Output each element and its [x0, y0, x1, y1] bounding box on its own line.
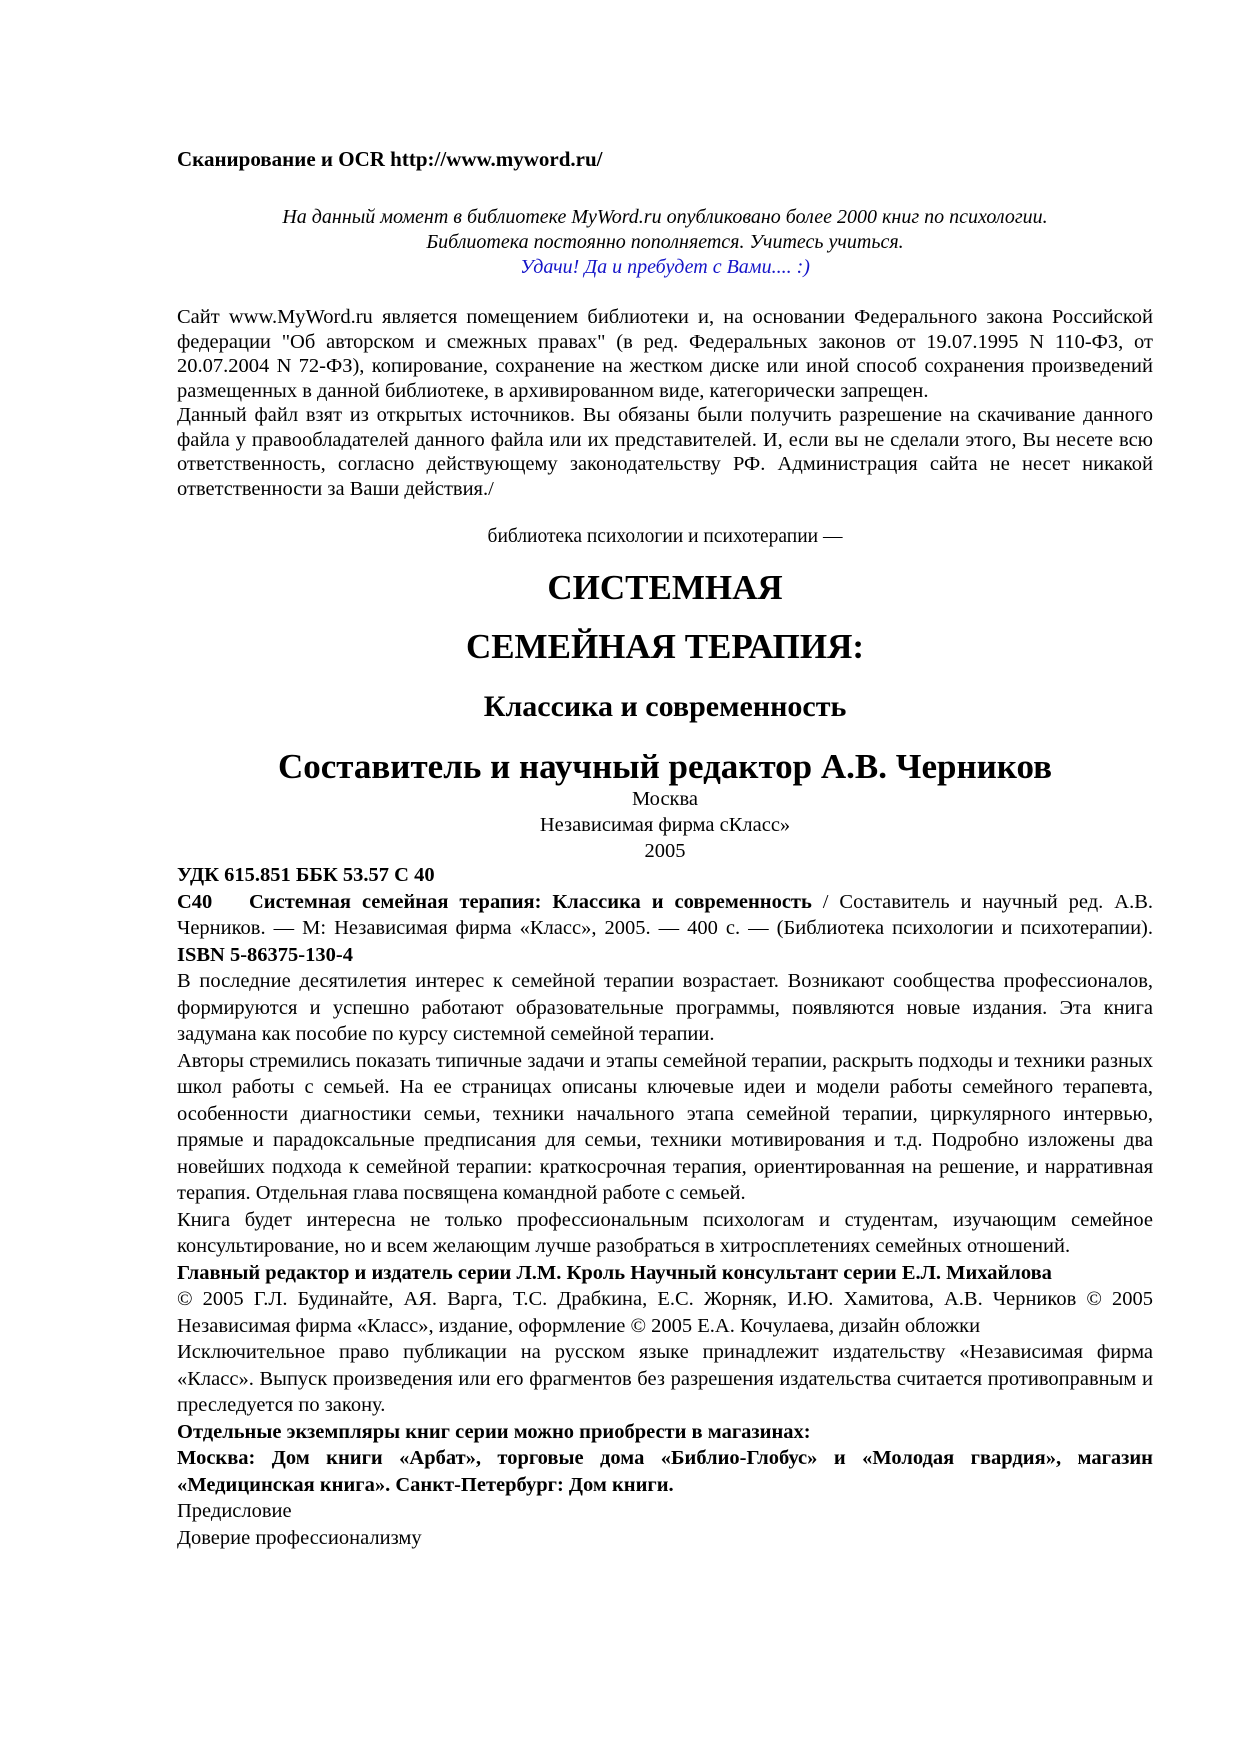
series-name: библиотека психологии и психотерапии — — [487, 526, 843, 547]
legal-paragraph-2: Данный файл взят из открытых источников. Вы обязаны были получить разрешение на скачивание данного файла у правообладателей данного файла или их представителей. И, если вы не сделали этого, Вы несете всю ответственность, согласно действующему законодательству РФ. Администрация сайта не несет никакой ответственности за Ваши действия./ — [177, 404, 1153, 500]
bibliographic-record — [177, 862, 1153, 1551]
toc-item-preface: Предисловие — [177, 1500, 292, 1522]
book-subtitle: Классика и современность — [483, 690, 847, 723]
scan-credit: Сканирование и OCR http://www.myword.ru/ — [177, 147, 603, 171]
abstract-paragraph-3: Книга будет интересна не только профессиональным психологам и студентам, изучающим семейное консультирование, но и всем желающим лучше разобраться в хитросплетениях семейных отношений. — [177, 1208, 1153, 1257]
legal-disclaimer — [177, 305, 1153, 501]
abstract-paragraph-1: В последние десятилетия интерес к семейной терапии возрастает. Возникают сообщества профессионалов, формируются и успешно работают образовательные программы, появляются новые издания. Эта книга задумана как пособие по курсу системной семейной терапии. — [177, 970, 1153, 1045]
toc-item-trust: Доверие профессионализму — [177, 1526, 422, 1549]
stores-heading: Отдельные экземпляры книг серии можно приобрести в магазинах: — [177, 1420, 811, 1443]
notice-line-1: На данный момент в библиотеке MyWord.ru опубликовано более 2000 книг по психологии. — [282, 206, 1048, 228]
isbn: ISBN 5-86375-130-4 — [177, 943, 353, 966]
imprint-publisher: Независимая фирма сКласс» — [539, 814, 791, 836]
imprint-city: Москва — [631, 788, 699, 810]
series-editors: Главный редактор и издатель серии Л.М. Кроль Научный консультант серии Е.Л. Михайлова — [177, 1261, 1052, 1284]
citation-details: / Составитель и научный ред. А.В. Черников. — М: Независимая фирма «Класс», 2005. — 400 с. — (Библиотека психологии и психотерапии). — [177, 890, 1153, 939]
rights-notice: Исключительное право публикации на русском языке принадлежит издательству «Независимая фирма «Класс». Выпуск произведения или его фрагментов без разрешения издательства считается противоправным и преследуется по закону. — [177, 1341, 1153, 1416]
book-title-line-2: СЕМЕЙНАЯ ТЕРАПИЯ: — [465, 627, 865, 666]
book-title-line-1: СИСТЕМНАЯ — [547, 568, 783, 607]
abstract-paragraph-2: Авторы стремились показать типичные задачи и этапы семейной терапии, раскрыть подходы и техники разных школ работы с семьей. На ее страницах описаны ключевые идеи и модели работы семейного терапевта, особенности диагностики семьи, техники начального этапа семейной терапии, циркулярного интервью, прямые и парадоксальные предписания для семьи, техники мотивирования и т.д. Подробно изложены два новейших подхода к семейной терапии: краткосрочная терапия, ориентированная на решение, и нарративная терапия. Отдельная глава посвящена командной работе с семьей. — [177, 1049, 1153, 1204]
citation — [177, 889, 1153, 969]
notice-line-2: Библиотека постоянно пополняется. Учитесь учиться. — [426, 231, 904, 253]
udk-line: УДК 615.851 ББК 53.57 С 40 — [177, 864, 435, 886]
copyright-notice: © 2005 Г.Л. Будинайте, АЯ. Варга, Т.С. Драбкина, Е.С. Жорняк, И.Ю. Хамитова, А.В. Черников © 2005 Независимая фирма «Класс», издание, оформление © 2005 Е.А. Кочулаева, дизайн обложки — [177, 1288, 1153, 1337]
catalog-code: С40 — [177, 890, 213, 913]
legal-paragraph-1: Сайт www.MyWord.ru является помещением библиотеки и, на основании Федерального закона Российской федерации "Об авторском и смежных правах" (в ред. Федеральных законов от 19.07.1995 N 110-ФЗ, от 20.07.2004 N 72-ФЗ), копирование, сохранение на жестком диске или иной способ сохранения произведений размещенных в данной библиотеке, в архивированном виде, категорически запрещен. — [177, 306, 1153, 402]
editor-credit: Составитель и научный редактор А.В. Черников — [277, 747, 1053, 786]
library-notice — [177, 205, 1153, 280]
imprint — [177, 786, 1153, 864]
citation-title: Системная семейная терапия: Классика и современность — [249, 890, 812, 913]
imprint-year: 2005 — [644, 840, 686, 862]
stores-list: Москва: Дом книги «Арбат», торговые дома «Библио-Глобус» и «Молодая гвардия», магазин «Медицинская книга». Санкт-Петербург: Дом книги. — [177, 1447, 1153, 1496]
notice-line-3: Удачи! Да и пребудет с Вами.... :) — [520, 256, 810, 278]
